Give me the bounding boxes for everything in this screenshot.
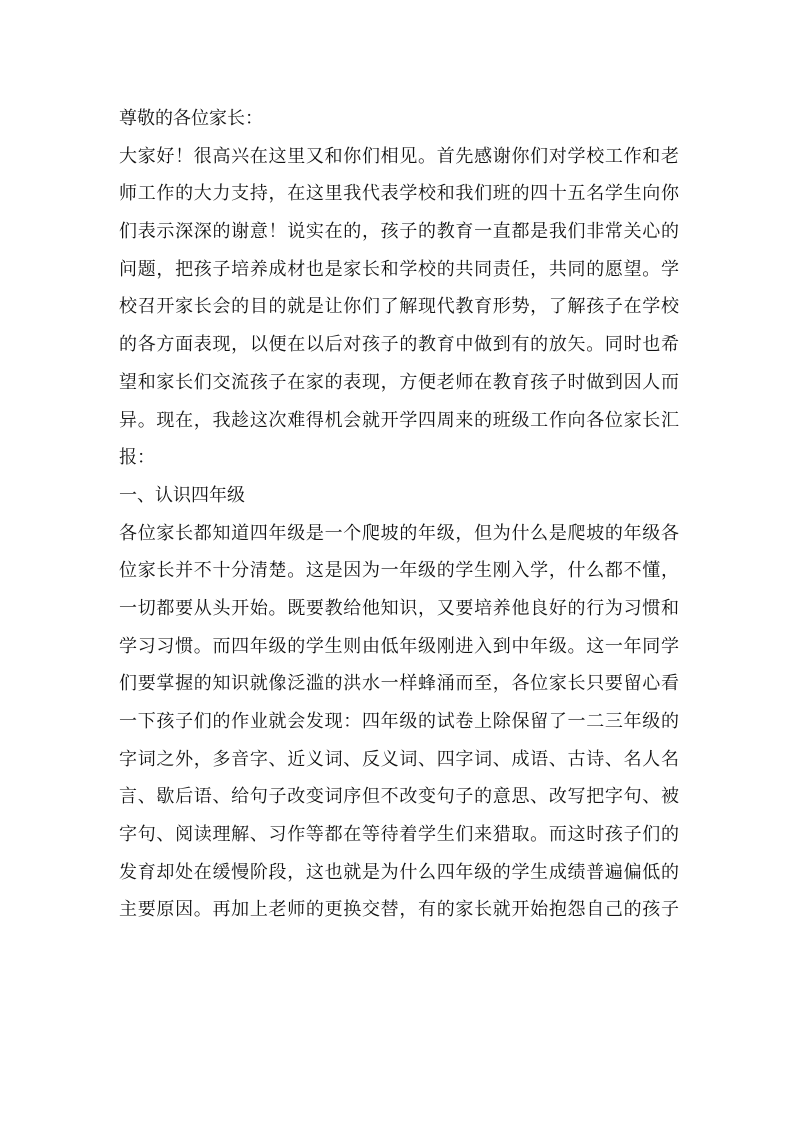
paragraph-line: 的各方面表现，以便在以后对孩子的教育中做到有的放矢。同时也希 [119,334,679,356]
salutation-line: 尊敬的各位家长： [119,108,263,129]
paragraph-line: 校召开家长会的目的就是让你们了解现代教育形势，了解孩子在学校 [119,296,679,318]
paragraph-line: 问题，把孩子培养成材也是家长和学校的共同责任，共同的愿望。学 [119,258,679,280]
paragraph-line: 学习习惯。而四年级的学生则由低年级刚进入到中年级。这一年同学 [119,635,679,657]
paragraph-line: 师工作的大力支持，在这里我代表学校和我们班的四十五名学生向你 [119,183,679,205]
paragraph-line: 们要掌握的知识就像泛滥的洪水一样蜂涌而至，各位家长只要留心看 [119,673,679,695]
paragraph-line: 言、歇后语、给句子改变词序但不改变句子的意思、改写把字句、被 [119,786,679,808]
paragraph-line: 各位家长都知道四年级是一个爬坡的年级，但为什么是爬坡的年级各 [119,522,679,544]
paragraph-line: 一下孩子们的作业就会发现：四年级的试卷上除保留了一二三年级的 [119,711,679,732]
paragraph-line: 发育却处在缓慢阶段，这也就是为什么四年级的学生成绩普遍偏低的 [119,861,679,883]
section-heading: 一、认识四年级 [119,484,245,506]
paragraph-line: 大家好！很高兴在这里又和你们相见。首先感谢你们对学校工作和老 [119,145,679,167]
paragraph-line: 一切都要从头开始。既要教给他知识，又要培养他良好的行为习惯和 [119,597,679,619]
document-body [119,100,679,929]
paragraph-line: 位家长并不十分清楚。这是因为一年级的学生刚入学，什么都不懂， [119,560,679,582]
paragraph-line: 们表示深深的谢意！说实在的，孩子的教育一直都是我们非常关心的 [119,221,679,243]
paragraph-line: 异。现在，我趁这次难得机会就开学四周来的班级工作向各位家长汇 [119,409,679,431]
paragraph-line: 主要原因。再加上老师的更换交替，有的家长就开始抱怨自己的孩子 [119,899,679,921]
paragraph-line: 望和家长们交流孩子在家的表现，方便老师在教育孩子时做到因人而 [119,371,679,393]
paragraph-line: 字词之外，多音字、近义词、反义词、四字词、成语、古诗、名人名 [119,748,679,770]
paragraph-line: 报： [119,447,155,469]
paragraph-line: 字句、阅读理解、习作等都在等待着学生们来猎取。而这时孩子们的 [119,824,679,846]
